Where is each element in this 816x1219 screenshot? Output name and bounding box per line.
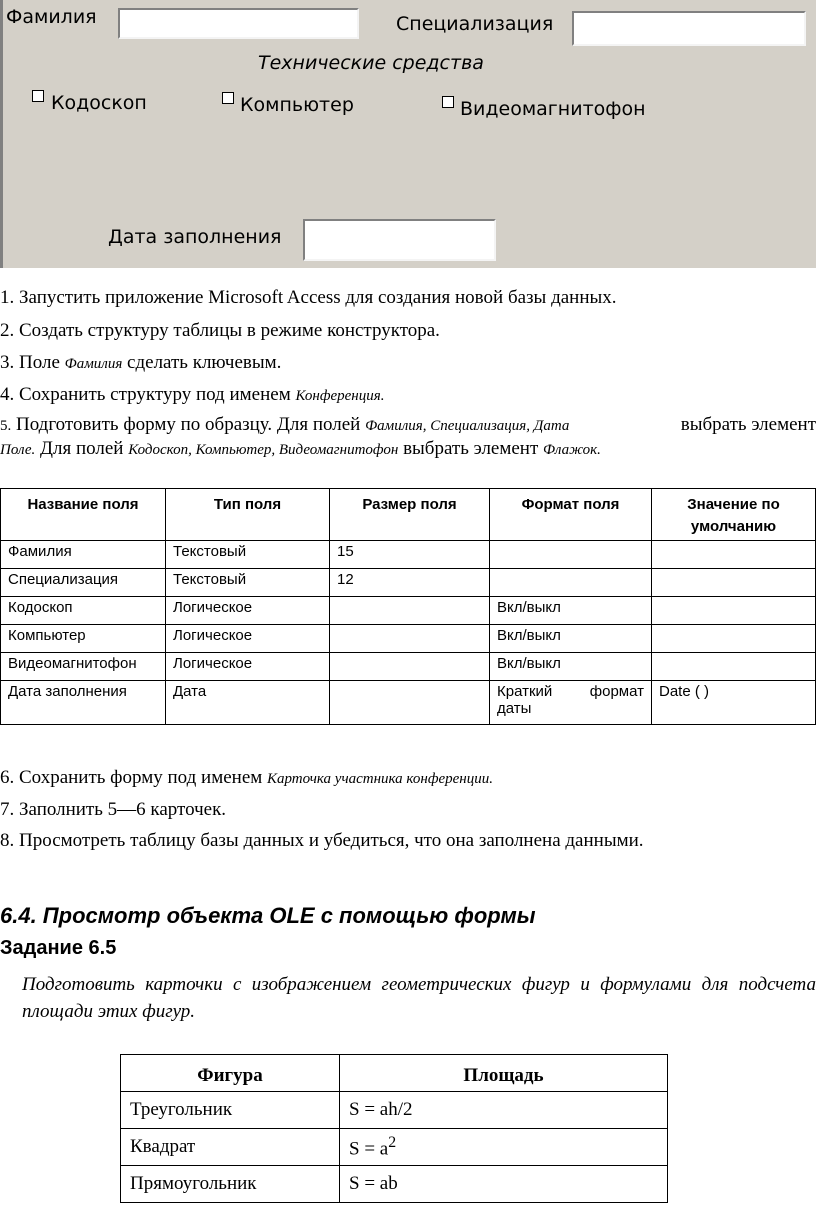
area-formula-exponent: 2 [388, 1133, 397, 1151]
table-cell [652, 625, 816, 653]
table-cell: Логическое [166, 597, 330, 625]
header-default-value: Значение по умолчанию [652, 489, 816, 541]
table-cell [330, 625, 490, 653]
step-5-checkbox-list: Кодоскоп, Компьютер, Видеомагнитофон [128, 442, 399, 458]
header-field-format: Формат поля [490, 489, 652, 541]
vcr-label: Видеомагнитофон [460, 98, 646, 120]
header-area: Площадь [340, 1055, 668, 1092]
access-form-screenshot [0, 0, 816, 268]
table-cell [330, 653, 490, 681]
field-definition-table [0, 488, 816, 725]
shape-name: Треугольник [121, 1092, 340, 1129]
step-4-text: 4. Сохранить структуру под именем [0, 384, 296, 405]
specialization-field[interactable] [572, 11, 806, 46]
table-cell: Кодоскоп [1, 597, 166, 625]
step-6-text: 6. Сохранить форму под именем [0, 767, 268, 788]
table-row [1, 625, 816, 653]
step-5-line-1 [0, 414, 816, 436]
table-cell: Текстовый [166, 541, 330, 569]
step-5-element-field: Поле. [0, 442, 36, 458]
step-5-line-2 [0, 438, 601, 460]
section-heading: 6.4. Просмотр объекта OLE с помощью формы [0, 903, 536, 928]
table-row [1, 541, 816, 569]
step-6-form-name: Карточка участника конференции. [267, 771, 493, 787]
step-4 [0, 384, 384, 406]
format-line-2: даты [497, 700, 532, 717]
overhead-projector-label: Кодоскоп [51, 92, 147, 114]
table-cell [652, 597, 816, 625]
shape-name: Квадрат [121, 1129, 340, 1166]
header-field-type: Тип поля [166, 489, 330, 541]
header-shape: Фигура [121, 1055, 340, 1092]
table-cell: Текстовый [166, 569, 330, 597]
table-cell: Компьютер [1, 625, 166, 653]
format-word: формат [589, 683, 644, 700]
table-cell: Date ( ) [652, 681, 816, 725]
fill-date-label: Дата заполнения [108, 226, 282, 248]
format-line-1 [497, 683, 644, 700]
fill-date-field[interactable] [303, 219, 496, 261]
table-cell: Видеомагнитофон [1, 653, 166, 681]
step-2: 2. Создать структуру таблицы в режиме конструктора. [0, 320, 440, 341]
table-cell: 12 [330, 569, 490, 597]
step-5-intro [0, 414, 569, 436]
specialization-label: Специализация [396, 13, 554, 35]
table-row [1, 681, 816, 725]
task-title: Задание 6.5 [0, 937, 117, 959]
task-description: Подготовить карточки с изображением геометрических фигур и формулами для подсчета площади этих фигур. [22, 974, 816, 1022]
table-row [121, 1092, 668, 1129]
table-cell-format [490, 681, 652, 725]
table-cell: Вкл/выкл [490, 625, 652, 653]
overhead-projector-checkbox[interactable] [32, 90, 44, 102]
shape-name: Прямоугольник [121, 1166, 340, 1203]
tech-means-group-label: Технические средства [258, 52, 484, 74]
area-formula: S = ah/2 [340, 1092, 668, 1129]
step-7: 7. Заполнить 5—6 карточек. [0, 799, 227, 820]
table-cell: Дата заполнения [1, 681, 166, 725]
table-cell [652, 653, 816, 681]
table-row [1, 569, 816, 597]
computer-label: Компьютер [240, 94, 354, 116]
shapes-header-row [121, 1055, 668, 1092]
table-cell: Логическое [166, 653, 330, 681]
table-cell [490, 541, 652, 569]
table-cell: Вкл/выкл [490, 597, 652, 625]
step-5-text-3: выбрать элемент [398, 438, 544, 459]
surname-label: Фамилия [6, 6, 97, 28]
table-cell [330, 681, 490, 725]
table-cell: 15 [330, 541, 490, 569]
step-1: 1. Запустить приложение Microsoft Access для создания новой базы данных. [0, 287, 617, 308]
area-formula [340, 1129, 668, 1166]
table-row [121, 1166, 668, 1203]
format-word: Краткий [497, 683, 553, 700]
area-formula-base: S = a [349, 1138, 389, 1160]
table-row [1, 597, 816, 625]
table-cell: Вкл/выкл [490, 653, 652, 681]
header-field-name: Название поля [1, 489, 166, 541]
step-8: 8. Просмотреть таблицу базы данных и убедиться, что она заполнена данными. [0, 830, 644, 851]
table-cell [330, 597, 490, 625]
table-cell: Дата [166, 681, 330, 725]
step-3 [0, 352, 281, 374]
area-formula: S = ab [340, 1166, 668, 1203]
table-cell: Фамилия [1, 541, 166, 569]
surname-field[interactable] [118, 8, 359, 39]
computer-checkbox[interactable] [222, 92, 234, 104]
shapes-table [120, 1054, 668, 1203]
vcr-checkbox[interactable] [442, 96, 454, 108]
step-5-element-flag: Флажок. [543, 442, 601, 458]
table-cell [652, 541, 816, 569]
step-5-field-list: Фамилия, Специализация, Дата [365, 418, 570, 434]
step-6 [0, 767, 493, 789]
step-4-db-name: Конференция. [295, 388, 385, 404]
table-cell [652, 569, 816, 597]
table-cell [490, 569, 652, 597]
table-cell: Логическое [166, 625, 330, 653]
step-5-number: 5. [0, 418, 12, 434]
step-3-text: 3. Поле [0, 352, 65, 373]
step-3-field-name: Фамилия [64, 356, 123, 372]
form-left-edge [0, 0, 3, 268]
step-5-text-end: выбрать элемент [680, 414, 816, 435]
table-header-row [1, 489, 816, 541]
step-5-text: Подготовить форму по образцу. Для полей [11, 414, 366, 435]
table-row [121, 1129, 668, 1166]
header-field-size: Размер поля [330, 489, 490, 541]
step-5-text-2: Для полей [35, 438, 129, 459]
step-3-text-end: сделать ключевым. [122, 352, 282, 373]
table-cell: Специализация [1, 569, 166, 597]
table-row [1, 653, 816, 681]
